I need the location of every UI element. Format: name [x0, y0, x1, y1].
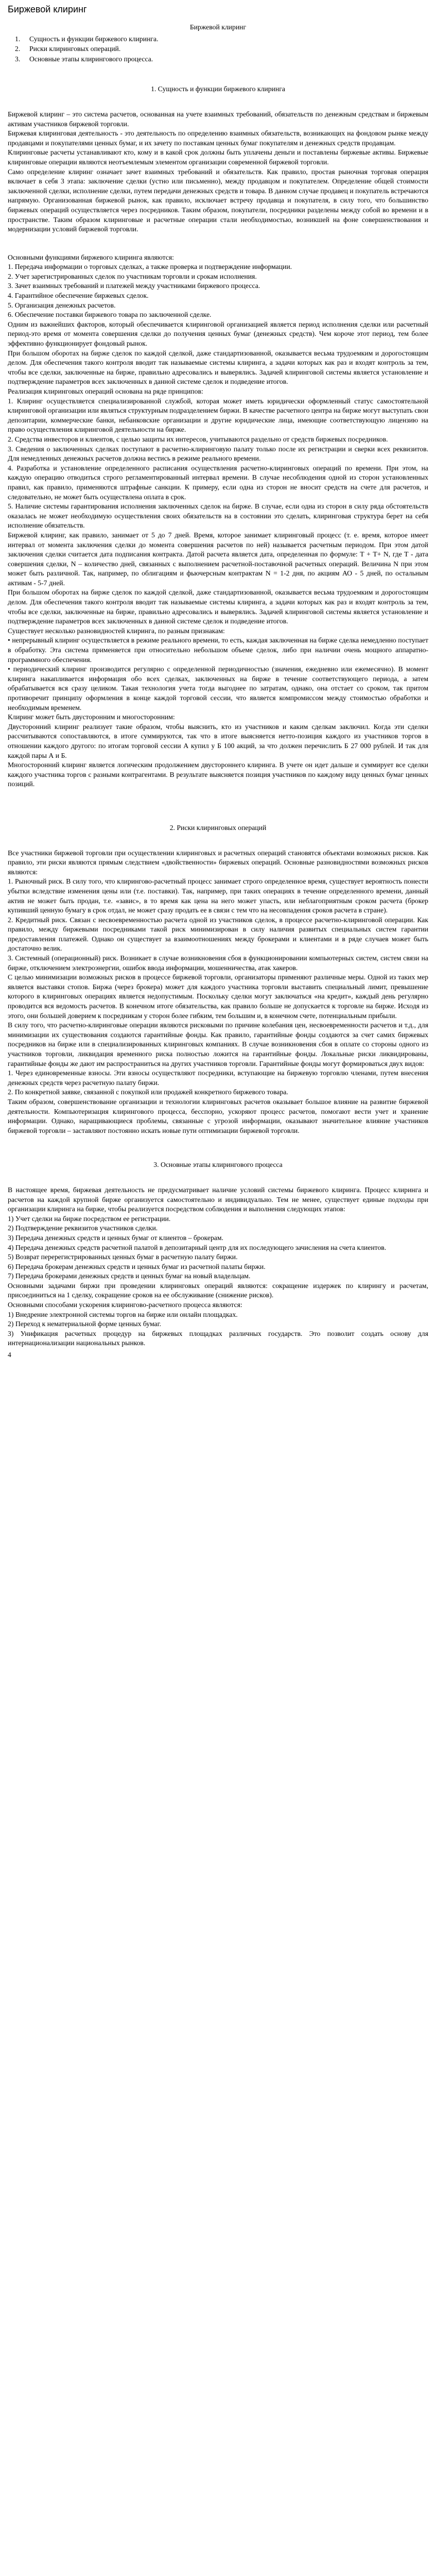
- list-item: 1. Рыночный риск. В силу того, что клирингово-расчетный процесс занимает строго определенное время, существует вероятность понести убытки вследствие изменения цены или (т.е. поставки). Так, например, при таких операциях в течение определенного времени, данный актив не может быть продан, т.е. «завис», в то время как цена на него может упасть, или неблагоприятным сроком расчета (брокер купивший ценную бумагу в срок отдал, не может сразу продать ее в связи с тем что на несовпадения сроков расчета в стране).: [8, 877, 428, 914]
- list-item: 1. Через единовременные взносы. Эти взносы осуществляют посредники, вступающие на биржевую торговлю членами, путем внесения денежных средств через расчетную палату биржи.: [8, 1069, 428, 1087]
- list-item: 6) Передача брокерам денежных средств и ценных бумаг из расчетной палаты биржи.: [8, 1262, 266, 1270]
- list-item: 5. Организация денежных расчетов.: [8, 301, 116, 309]
- list-item: 3) Передача денежных средств и ценных бумаг от клиентов – брокерам.: [8, 1233, 223, 1242]
- spacer: [8, 1136, 428, 1145]
- paragraph: Основными функциями биржевого клиринга являются:: [8, 253, 174, 261]
- toc-item: [8, 55, 428, 64]
- paragraph: Биржевой клиринг, как правило, занимает от 5 до 7 дней. Время, которое занимает клиринговый процесс (т. е. время, которое имеет интервал от момента заключения сделки до момента совершения расчетов по ней) называется расчетным периодом. При этом датой заключения сделки считается дата подписания контракта. Датой расчета является дата, определенная по формуле: Т + Т+ N, где Т - дата совершения сделки, N – количество дней, связанных с выполнением расчетной-поставочной расчетных операций. Величина N при этом может быть различной. Так, например, по облигациям и фьючерсным контрактам N = 1-2 дня, по акциям АО - 5 дней, по остальным активам - 5-7 дней.: [8, 531, 428, 587]
- list-item: 4. Гарантийное обеспечение биржевых сделок.: [8, 292, 149, 300]
- spacer: [8, 234, 428, 253]
- list-item: 2) Переход к нематериальной форме ценных бумаг.: [8, 1320, 162, 1328]
- list-item: 3. Зачет взаимных требований и платежей между участниками биржевого процесса.: [8, 282, 260, 290]
- paragraph: В силу того, что расчетно-клиринговые операции являются рисковыми по причине колебания цен, несвоевременности расчетов и т.д., для минимизации их существования создаются гарантийные фонды. Как правило, гарантийные фонды создаются за счет самих биржевых посредников на бирже или в специализированных клиринговых компаниях. В случае возникновения сбоя в оплате со стороны одного из участников торговли, ликвидация временного риска полностью ложится на гарантийные фонды. Локальные риски ликвидированы, гарантийные фонды же дают им распространиться на других участников торговли. Гарантийные фонды могут формироваться двух видов:: [8, 1021, 428, 1067]
- paragraph: Существует несколько разновидностей клиринга, по разным признакам:: [8, 626, 225, 635]
- page-number: 4: [8, 1351, 11, 1359]
- paragraph: Таким образом, совершенствование организации и технологии клиринговых расчетов оказывает большое влияние на развитие биржевой деятельности. Компьютеризация клирингового процесса, бесспорно, ускоряют процесс расчетов, помогают вести учет и хранение информации. Однако, наращивающиеся проблемы, связанные с угрозой информации, оказывают значительное влияние участников биржевой торговли – заставляют постоянно искать новые пути оптимизации биржевой торговли.: [8, 1097, 428, 1134]
- paragraph: Клиринг может быть двусторонним и многосторонним:: [8, 713, 175, 721]
- list-item: 1. Клиринг осуществляется специализированной службой, которая может иметь юридически оформленный статус самостоятельной клиринговой организации или являться структурным подразделением биржи. В качестве расчетного центра на бирже могут выступать свои депозитарии, коммерческие банки, небанковские организации и другие юридические лица, имеющие соответствующую лицензию на право осуществления клиринговой деятельности на бирже.: [8, 397, 428, 434]
- list-item: 6. Обеспечение поставки биржевого товара по заключенной сделке.: [8, 311, 212, 319]
- toc-item-number: 1.: [15, 35, 21, 43]
- list-item: 3. Системный (операционный) риск. Возникает в случае возникновения сбоя в функционировании компьютерных систем, систем связи на бирже, отключением электроэнергии, ошибок ввода информации, мошенничества, атак хакеров.: [8, 954, 428, 972]
- paragraph: Реализация клиринговых операций основана на ряде принципов:: [8, 387, 203, 395]
- toc-title: Биржевой клиринг: [189, 23, 247, 31]
- paragraph: При большом оборотах на бирже сделок по каждой сделкой, даже стандартизованной, оказывается весьма трудоемким и дорогостоящим делом. Для обеспечения такого контроля вводит так называемые системы клиринга, а задачи которых как раз и входят контроль за тем, чтобы все сделки, заключенные на бирже, правильно адресовались и выверялись. Задачей клиринговой системы является установление и подтверждение параметров всех заключенных в данной системе сделок и подведение итогов.: [8, 588, 428, 625]
- list-item: 2. По конкретной заявке, связанной с покупкой или продажей конкретного биржевого товара.: [8, 1088, 288, 1096]
- section-heading: 3. Основные этапы клирингового процесса: [153, 1161, 283, 1169]
- list-item: 2. Средства инвесторов и клиентов, с целью защиты их интересов, учитываются раздельно от средств биржевых посредников.: [8, 435, 388, 443]
- paragraph: Клиринговые расчеты устанавливают кто, кому и в какой срок должны быть уплачены деньги и поставлены биржевые активы. Биржевые клиринговые операции являются неотъемлемым элементом организации современной биржевой торговли.: [8, 148, 428, 166]
- toc-item: [8, 35, 428, 44]
- paragraph: При большом оборотах на бирже сделок по каждой сделкой, даже стандартизованной, оказывается весьма трудоемким и дорогостоящим делом. Для обеспечения такого контроля вводит так называемые системы клиринга, а задачи которых как раз и входят контроль за тем, чтобы все сделки, заключенные на бирже, правильно адресовались и выверялись. Задачей клиринговой системы является установление и подтверждение параметров всех заключенных в данной системе сделок и подведение итогов.: [8, 349, 428, 386]
- section: [8, 84, 428, 808]
- paragraph: Биржевой клиринг – это система расчетов, основанная на учете взаимных требований, обязательств по денежным средствам и биржевым активам участников биржевой торговли.: [8, 110, 428, 128]
- toc-item-label: Сущность и функции биржевого клиринга.: [29, 35, 159, 43]
- paragraph: Одним из важнейших факторов, который обеспечивается клиринговой организацией является период исполнения сделки или расчетный период-это время от момента совершения сделки до получения ценных бумаг (денежных средств). Чем короче этот период, тем более эффективно функционирует фондовый рынок.: [8, 320, 428, 348]
- list-item: 1. Передача информации о торговых сделках, а также проверка и подтверждение информации.: [8, 263, 292, 271]
- list-item: 7) Передача брокерами денежных средств и ценных бумаг на новый владельцам.: [8, 1272, 251, 1280]
- list-item: 2) Подтверждение реквизитов участников сделки.: [8, 1224, 158, 1232]
- paragraph: Биржевая клиринговая деятельность - это деятельность по определению взаимных обязательств, возникающих на фондовом рынке между продавцами и покупателями ценных бумаг, и их зачету по поставкам ценных бумаг покупателям и денежных средств продавцам.: [8, 129, 428, 147]
- spacer: [8, 789, 428, 808]
- section: [8, 823, 428, 1145]
- list-item: 3) Унификация расчетных процедур на биржевых площадках различных государств. Это позволит создать основу для интернационализации национальных рынков.: [8, 1329, 428, 1347]
- paragraph: Многосторонний клиринг является логическим продолжением двустороннего клиринга. В учете он идет дальше и суммирует все сделки каждого участника торгов с разными контрагентами. В результате выясняется позиция участников по каждому виду ценных бумаг ценных позиций.: [8, 761, 428, 788]
- paragraph: Основными способами ускорения клирингово-расчетного процесса являются:: [8, 1301, 242, 1309]
- toc-item-number: 3.: [15, 55, 21, 63]
- section-heading: 2. Риски клиринговых операций: [169, 823, 267, 832]
- paragraph: • периодический клиринг производится регулярно с определенной периодичностью (значения, ежедневно или ежемесячно). В момент клиринга накапливается информация обо всех сделках, заключенных на бирже в течение соответствующего периода, а затем обрабатывается вся сразу целиком. Такая технология учета тогда выгоднее по затратам, однако, она отстает со сроком, так притом противоречит принципу оформления в конце каждой торговой сессии, что является компромиссом между стоимостью обработки и необходимым временем.: [8, 665, 428, 711]
- list-item: 5) Возврат перерегистрированных ценных бумаг в расчетную палату биржи.: [8, 1253, 238, 1261]
- list-item: 4) Передача денежных средств расчетной палатой в депозитарный центр для их последующего зачисления на счета клиентов.: [8, 1243, 387, 1251]
- paragraph: В настоящее время, биржевая деятельность не предусматривает наличие условий системы биржевого клиринга. Процесс клиринга и расчетов на каждой крупной бирже организуется самостоятельно и индивидуально. Тем не менее, существует единые подходы при организации клиринга на бирже, чтобы реализуется посредством соблюдения и выполнения следующих этапов:: [8, 1185, 428, 1213]
- paragraph: Само определение клиринг означает зачет взаимных требований и обязательств. Как правило, простая рыночная торговая операция включает в себя 3 этапа: заключение сделки (устно или письменно), между продавцом и покупателем. Определение общей стоимости заключенной сделки, исполнение сделки, путем передачи денежных средств и товара. В данном случае продавец и покупатель встречаются напрямую. Организованная биржевой рынок, как правило, исключает встречу продавца и покупателя, в силу того, что большинство биржевых операций осуществляется через посредников. Таким образом, покупатели, посредники разделены между собой во времени и в пространстве. Таким образом клиринговые и расчетные операции стали необходимостью, возникшей на фоне совершенствования и модернизации условий биржевой торговли.: [8, 167, 428, 233]
- paragraph: • непрерывный клиринг осуществляется в режиме реального времени, то есть, каждая заключенная на бирже сделка немедленно поступает в обработку. Эта система применяется при относительно небольшом объеме сделок, либо при наличии очень мощного аппаратно-программного обеспечения.: [8, 636, 428, 664]
- document-body: [8, 84, 428, 1348]
- table-of-contents: [8, 35, 428, 64]
- list-item: 1) Внедрение электронной системы торгов на бирже или онлайн площадках.: [8, 1310, 238, 1318]
- list-item: 2. Учет зарегистрированных сделок по участникам торговли и срокам исполнения.: [8, 272, 257, 280]
- paragraph: Двусторонний клиринг реализует такие образом, чтобы выяснить, кто из участников и каким сделкам заключил. Когда эти сделки рассчитываются сопоставляются, в итоге суммируются, так что в итоге выясняется нетто-позиция каждого из участников торгов в отношении каждого другого: по итогам торговой сессии А купил у Б 100 акций, за что должен перечислить Б 27 000 рублей. И так для каждой пары А и Б.: [8, 722, 428, 759]
- list-item: 1) Учет сделки на бирже посредством ее регистрации.: [8, 1214, 171, 1223]
- toc-item-number: 2.: [15, 45, 21, 53]
- list-item: 3. Сведения о заключенных сделках поступают в расчетно-клиринговую палату только после их регистрации и сверки всех реквизитов. Для немедленных денежных расчетов должна вестись в режиме реального времени.: [8, 445, 428, 463]
- paragraph: Все участники биржевой торговли при осуществлении клиринговых и расчетных операций становятся объектами возможных рисков. Как правило, эти риски являются прямым следствием «двойственности» биржевых операций. Основные разновидностями возможных рисков являются:: [8, 849, 428, 876]
- list-item: 4. Разработка и установление определенного расписания осуществления расчетно-клиринговых операций по времени. При этом, на каждую операцию отводиться строго регламентированный интервал времени. В случае несоблюдения одной из сторон установленных правил, как правило, применяются штрафные санкции. К примеру, если одна из сторон не вносит средств на счете для расчетов, и следовательно, не может быть осуществлена оплата в срок.: [8, 464, 428, 501]
- document-title: Биржевой клиринг: [8, 4, 87, 14]
- paragraph: С целью минимизации возможных рисков в процессе биржевой торговли, организаторы применяют различные меры. Одной из таких мер является выставки стопов. Биржа (через брокера) может для каждого участника торговли выставить специальный лимит, превышение которого в клиринговых операциях является недопустимым. Поскольку сделки могут заключаться «на кредит», каждый день регулярно проводится вся ведомость расчетов. В конечном итоге обязательства, как правило больше не допускается к торговле на бирже. Исходя из этого, они большей доверием к посредникам у сторон более гибким, тем большим и, в конечном счете, потенциальным прибыли.: [8, 973, 428, 1020]
- paragraph: Основными задачами биржи при проведении клиринговых операций являются: сокращение издержек по клирингу и расчетам, присоединиться на 1 сделку, сокращение сроков на ее обслуживание (снижение рисков).: [8, 1281, 428, 1299]
- list-item: 2. Кредитный риск. Связан с несвоевременностью расчета одной из участников сделок, в процессе расчетно-клиринговой операции. Как правило, между биржевыми посредниками такой риск минимизирован в силу наличия развитых специальных систем гарантии предоставления платежей. Однако он существует за взаимоотношениях между брокерами и клиентами и в ряде случаев может быть достаточно велик.: [8, 916, 428, 953]
- toc-item-label: Риски клиринговых операций.: [29, 45, 121, 53]
- section: [8, 1160, 428, 1348]
- toc-item-label: Основные этапы клирингового процесса.: [29, 55, 153, 63]
- toc-item: [8, 44, 428, 54]
- section-heading: 1. Сущность и функции биржевого клиринга: [151, 85, 285, 93]
- list-item: 5. Наличие системы гарантирования исполнения заключенных сделок на бирже. В случае, если одна из сторон в силу ряда обстоятельств оказалась не может необходимую осуществления своих обязательств на в состоянии это сделать, клиринговая структура берет на себя исполнение обязательств.: [8, 502, 428, 530]
